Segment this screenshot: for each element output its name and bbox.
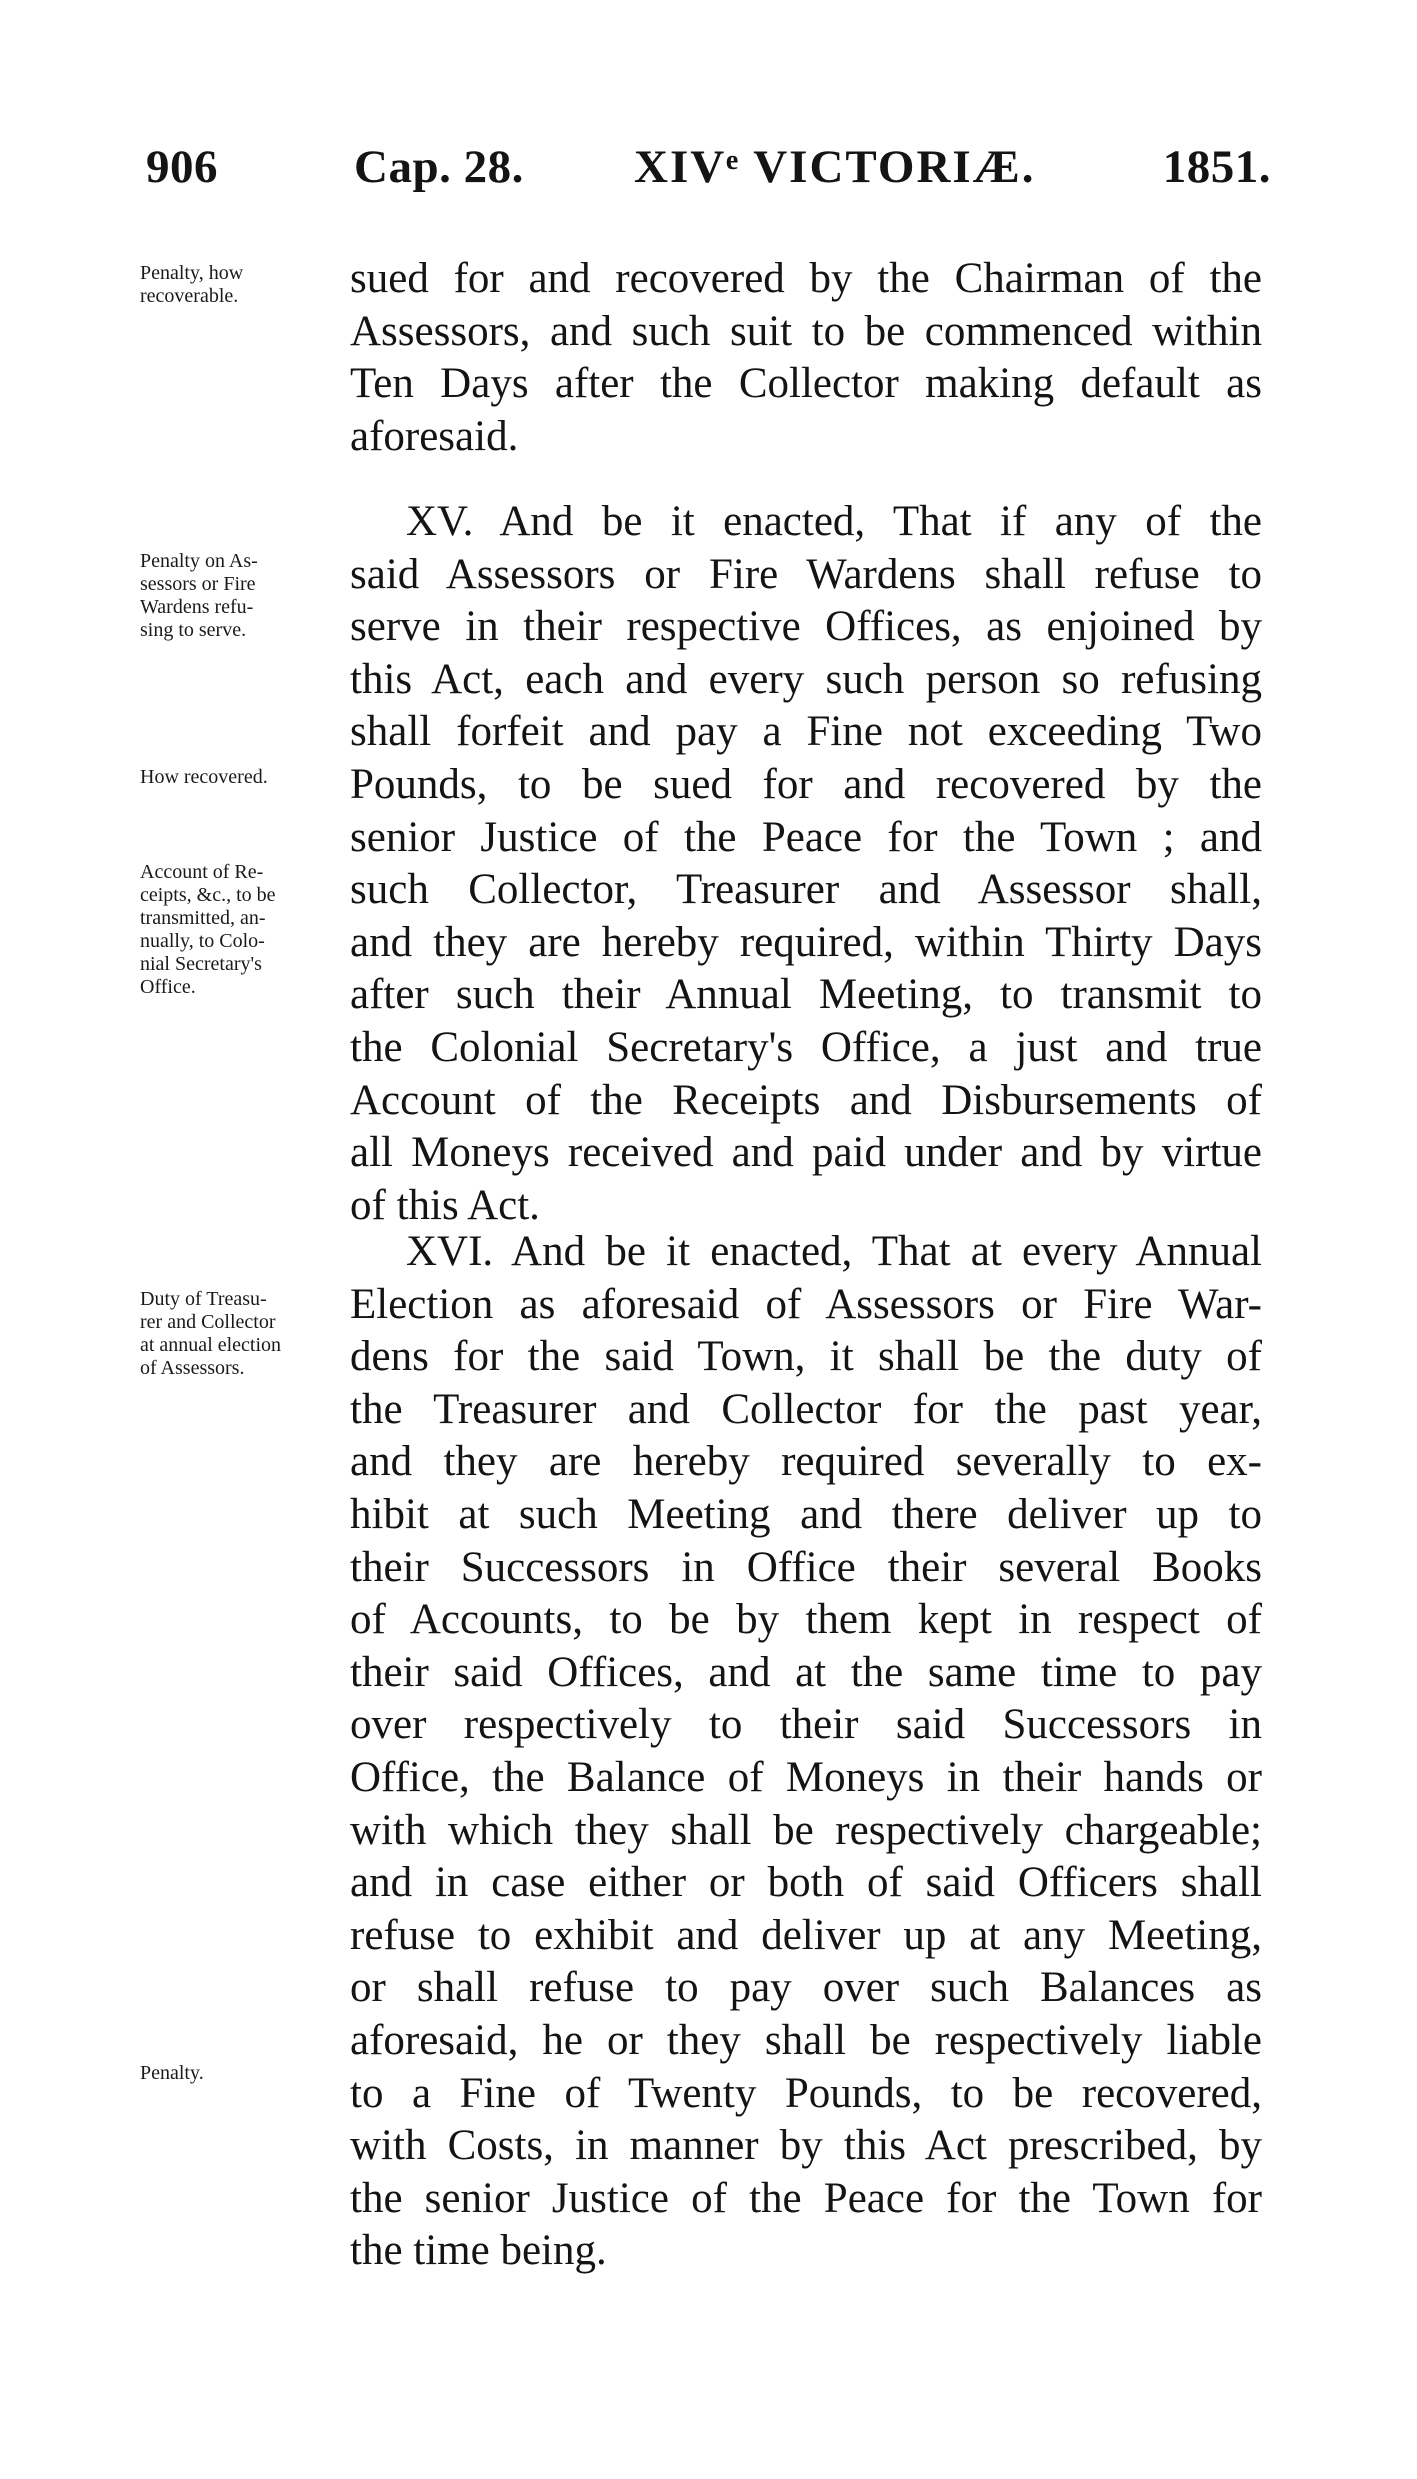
text-line: serve in their respective Offices, as enjoined by [350, 603, 1262, 651]
year-label: 1851. [1162, 141, 1271, 193]
text-line: Ten Days after the Collector making default as [350, 360, 1262, 408]
margin-note-line: Wardens refu- [140, 596, 254, 618]
text-line: over respectively to their said Successors in [350, 1701, 1262, 1749]
text-line: with which they shall be respectively chargeable; [350, 1806, 1262, 1854]
text-line: to a Fine of Twenty Pounds, to be recovered, [350, 2069, 1262, 2117]
margin-note-line: nial Secretary's [140, 953, 262, 975]
text-line: shall forfeit and pay a Fine not exceeding Two [350, 708, 1262, 756]
text-line: the senior Justice of the Peace for the Town for [350, 2174, 1262, 2222]
text-line: with Costs, in manner by this Act prescribed, by [350, 2122, 1262, 2170]
text-line: such Collector, Treasurer and Assessor shall, [350, 866, 1262, 914]
margin-note-line: at annual election [140, 1334, 282, 1356]
text-line: aforesaid, he or they shall be respectively liable [350, 2016, 1262, 2064]
chapter-label: Cap. 28. [354, 141, 524, 193]
margin-note-line: sessors or Fire [140, 573, 256, 595]
text-line: and they are hereby required, within Thirty Days [350, 918, 1262, 966]
margin-note-line: rer and Collector [140, 1311, 276, 1333]
text-line: Assessors, and such suit to be commenced within [350, 307, 1262, 355]
margin-note-line: recoverable. [140, 285, 239, 307]
text-line: Office, the Balance of Moneys in their hands or [350, 1753, 1262, 1801]
text-line: dens for the said Town, it shall be the duty of [350, 1333, 1262, 1381]
text-line: Pounds, to be sued for and recovered by the [350, 760, 1262, 808]
text-line: said Assessors or Fire Wardens shall refuse to [350, 550, 1262, 598]
text-line: of this Act. [350, 1181, 540, 1229]
margin-note-line: transmitted, an- [140, 907, 266, 929]
margin-note-penalty-how-recoverable [140, 262, 340, 308]
text-line: Election as aforesaid of Assessors or Fire War- [350, 1280, 1262, 1328]
text-line: and they are hereby required severally to ex- [350, 1438, 1262, 1486]
margin-note-line: Duty of Treasu- [140, 1288, 267, 1310]
reign-label: XIVᵉ VICTORIÆ. [634, 141, 1036, 193]
text-line: and in case either or both of said Officers shall [350, 1859, 1262, 1907]
text-line: Account of the Receipts and Disbursements of [350, 1076, 1262, 1124]
section-xv [350, 496, 1262, 1232]
margin-note-line: Penalty, how [140, 262, 244, 284]
margin-note-line: How recovered. [140, 766, 268, 788]
margin-note-line: Penalty on As- [140, 550, 258, 572]
margin-note-line: sing to serve. [140, 619, 247, 641]
text-line: hibit at such Meeting and there deliver up to [350, 1490, 1262, 1538]
margin-note-line: Office. [140, 976, 196, 998]
margin-note-line: of Assessors. [140, 1357, 245, 1379]
margin-note-line: nually, to Colo- [140, 930, 265, 952]
text-line: the Colonial Secretary's Office, a just and true [350, 1023, 1262, 1071]
text-line: aforesaid. [350, 412, 519, 460]
text-line: this Act, each and every such person so refusing [350, 655, 1262, 703]
section-heading-line: XV. And be it enacted, That if any of the [406, 498, 1262, 545]
margin-note-line: Account of Re- [140, 861, 264, 883]
text-line: their said Offices, and at the same time to pay [350, 1648, 1262, 1696]
page-number: 906 [146, 141, 218, 193]
text-line: or shall refuse to pay over such Balances as [350, 1964, 1262, 2012]
margin-note-line: Penalty. [140, 2062, 204, 2084]
margin-note-penalty [140, 2062, 340, 2085]
text-line: after such their Annual Meeting, to transmit to [350, 971, 1262, 1019]
margin-note-duty-of-treasurer [140, 1288, 340, 1380]
running-header [140, 140, 1275, 204]
text-line: the Treasurer and Collector for the past year, [350, 1385, 1262, 1433]
text-line: sued for and recovered by the Chairman of the [350, 255, 1262, 302]
paragraph-continuation [350, 253, 1262, 463]
margin-note-how-recovered [140, 766, 340, 789]
section-xvi [350, 1226, 1262, 2278]
text-line: refuse to exhibit and deliver up at any Meeting, [350, 1911, 1262, 1959]
text-line: of Accounts, to be by them kept in respect of [350, 1596, 1262, 1644]
text-line: all Moneys received and paid under and by virtue [350, 1129, 1262, 1177]
text-line: the time being. [350, 2227, 607, 2275]
text-line: senior Justice of the Peace for the Town ; and [350, 813, 1262, 861]
section-heading-line: XVI. And be it enacted, That at every Annual [406, 1228, 1262, 1275]
text-line: their Successors in Office their several Books [350, 1543, 1262, 1591]
margin-note-account-of-receipts [140, 861, 340, 999]
margin-note-line: ceipts, &c., to be [140, 884, 276, 906]
margin-note-penalty-refusing-to-serve [140, 550, 340, 642]
